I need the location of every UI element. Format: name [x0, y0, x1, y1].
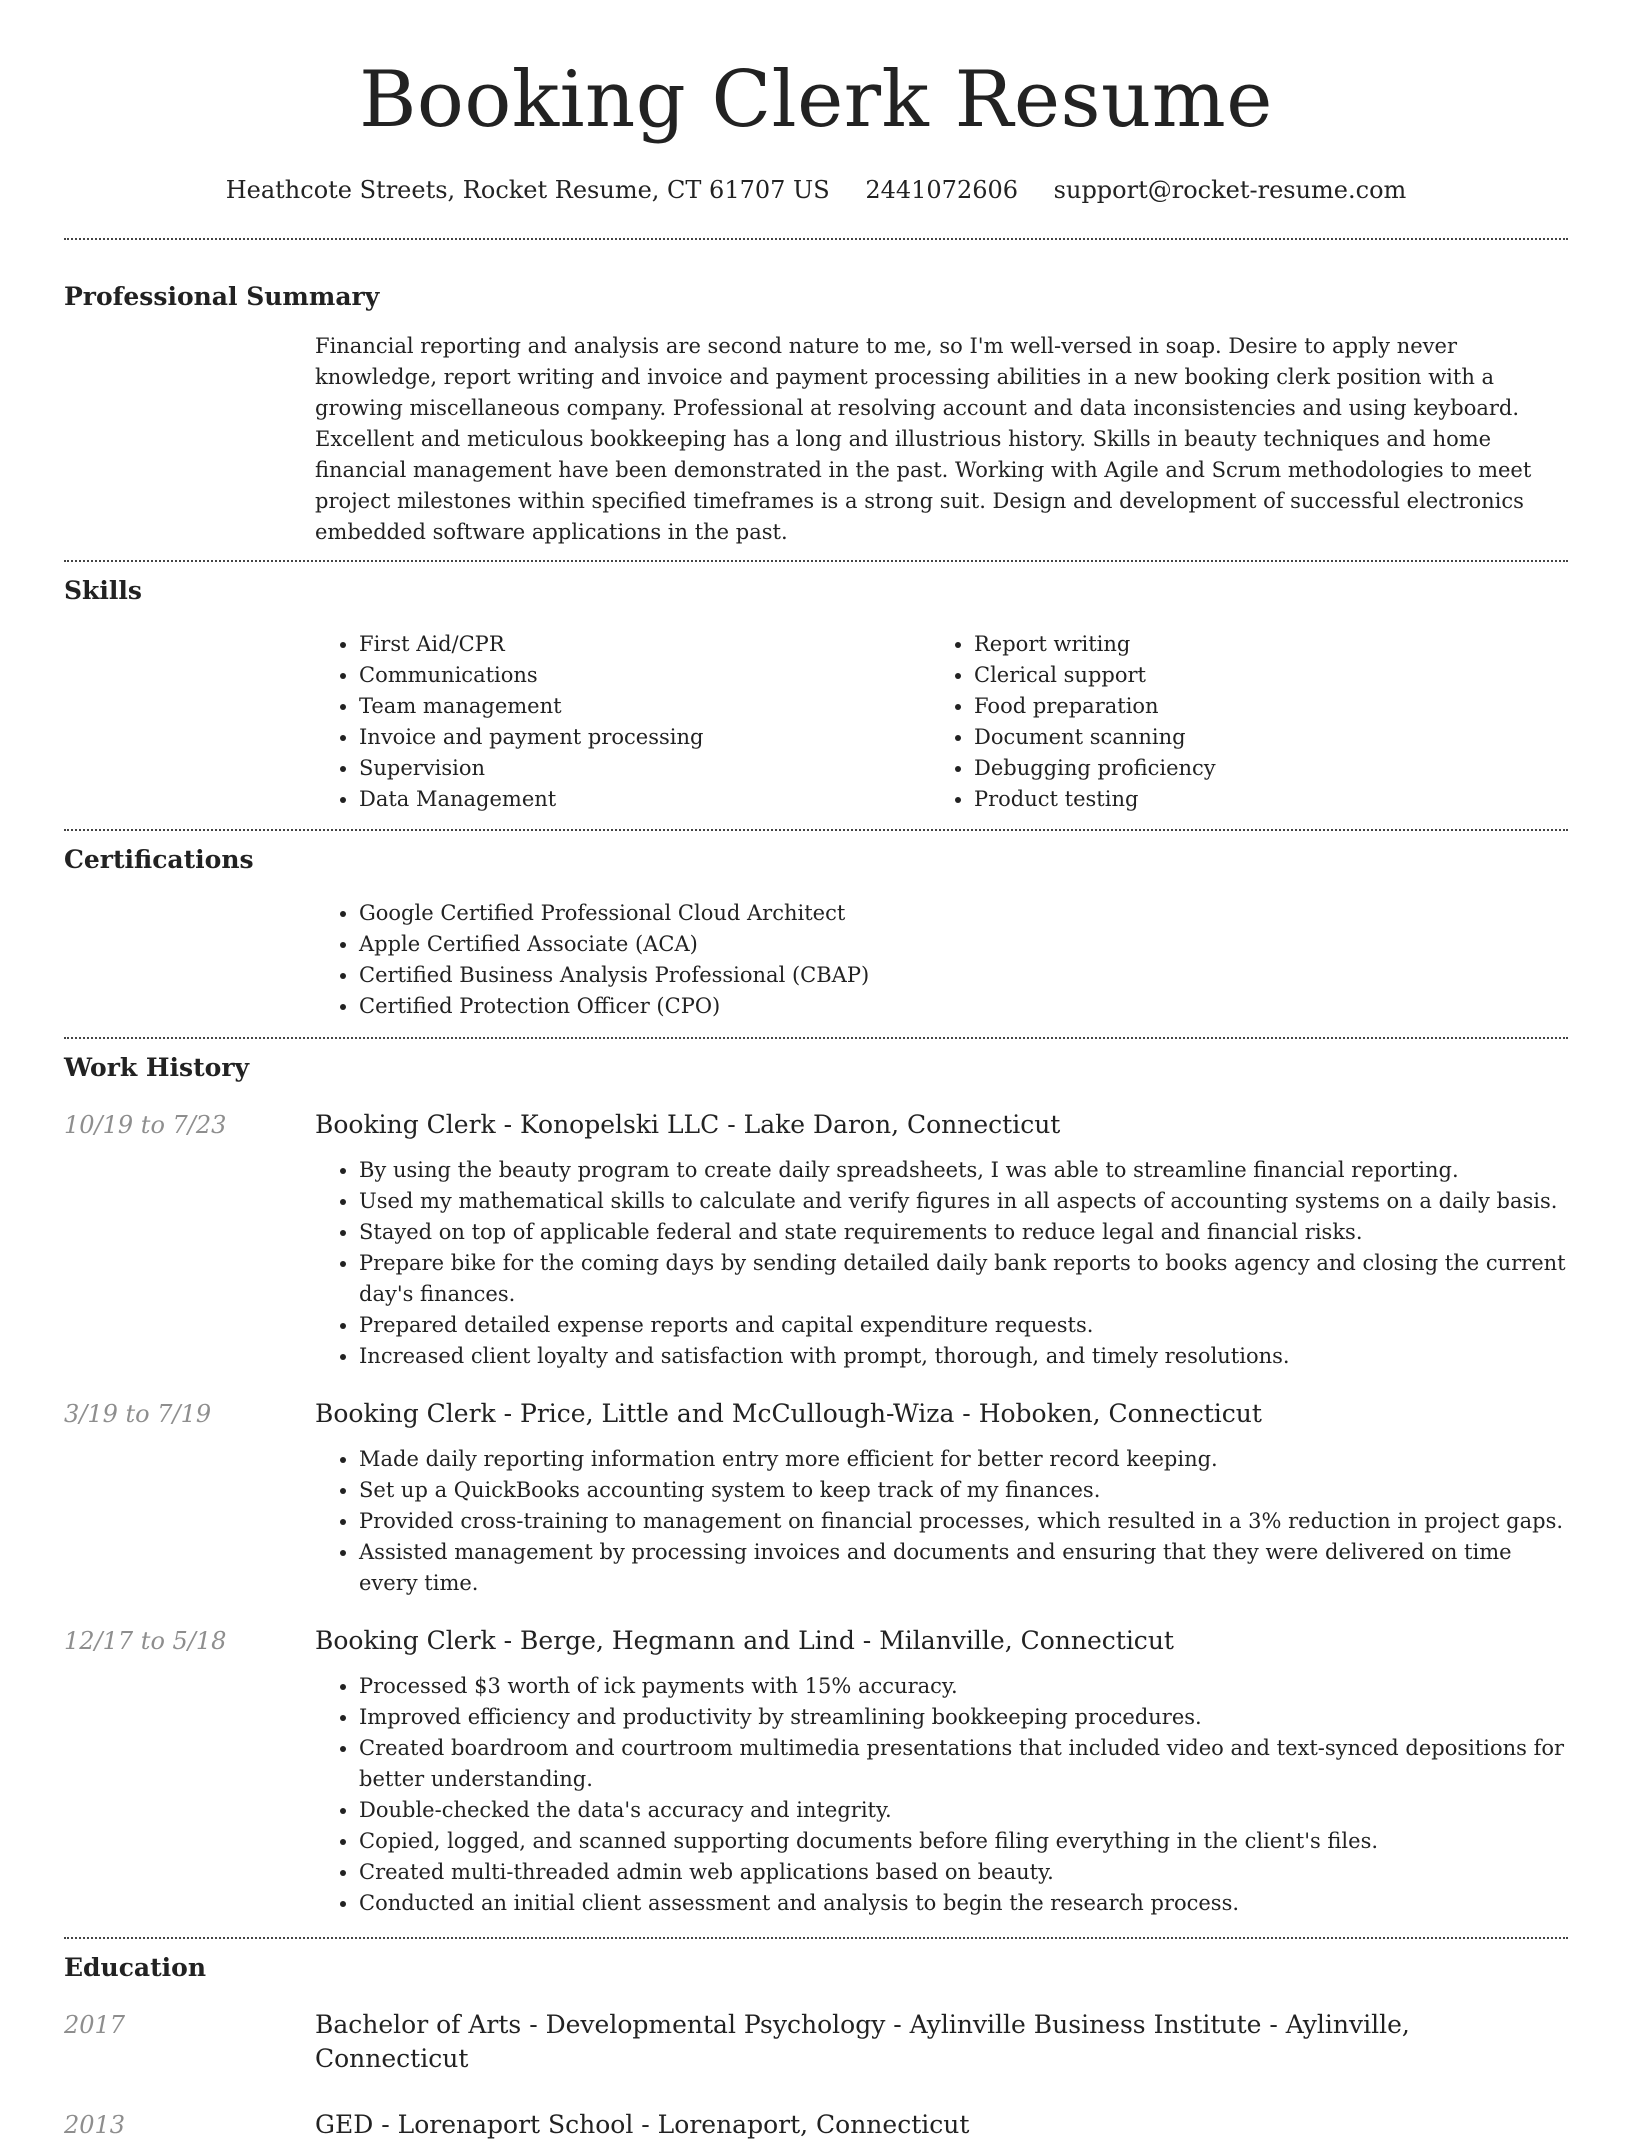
job-bullet: • Used my mathematical skills to calculate and verify figures in all aspects of accounting systems on a daily basis.	[359, 1186, 1568, 1217]
job-bullet: • Stayed on top of applicable federal and state requirements to reduce legal and financial risks.	[359, 1217, 1568, 1248]
certification-item: • Certified Business Analysis Professional (CBAP)	[359, 960, 1568, 991]
skill-item: • Invoice and payment processing	[359, 722, 930, 753]
skill-item: • Clerical support	[974, 660, 1530, 691]
resume-title: Booking Clerk Resume	[359, 55, 1273, 145]
skill-item: • Report writing	[974, 629, 1530, 660]
job-bullet: • Prepare bike for the coming days by sending detailed daily bank reports to books agency and closing the current day's finances.	[359, 1248, 1568, 1310]
job-title: Booking Clerk - Price, Little and McCullough-Wiza - Hoboken, Connecticut	[315, 1399, 1262, 1428]
divider	[64, 560, 1568, 562]
divider	[64, 1037, 1568, 1039]
job-header	[64, 1397, 1568, 1431]
certifications-list	[315, 898, 1568, 1022]
skill-item: • Data Management	[359, 784, 930, 815]
skills-grid	[315, 629, 1568, 815]
job-dates: 10/19 to 7/23	[64, 1111, 227, 1139]
job-bullets	[315, 1444, 1568, 1599]
skill-item: • Product testing	[974, 784, 1530, 815]
job-bullet: • Created multi-threaded admin web applications based on beauty.	[359, 1857, 1568, 1888]
job-bullets	[315, 1671, 1568, 1919]
summary-heading: Professional Summary	[64, 282, 380, 311]
skills-list-right	[930, 629, 1530, 815]
contact-email: support@rocket-resume.com	[1053, 176, 1407, 204]
job-bullet: • Double-checked the data's accuracy and integrity.	[359, 1795, 1568, 1826]
skill-item: • Food preparation	[974, 691, 1530, 722]
skills-heading: Skills	[64, 576, 142, 605]
job-bullet: • Prepared detailed expense reports and capital expenditure requests.	[359, 1310, 1568, 1341]
job-bullets	[315, 1155, 1568, 1372]
job-bullet: • Processed $3 worth of ick payments with 15% accuracy.	[359, 1671, 1568, 1702]
contact-address: Heathcote Streets, Rocket Resume, CT 61707 US	[225, 176, 830, 204]
job-header	[64, 1624, 1568, 1658]
divider	[64, 829, 1568, 831]
skills-list-left	[315, 629, 930, 815]
divider	[64, 1937, 1568, 1939]
job-title: Booking Clerk - Berge, Hegmann and Lind - Milanville, Connecticut	[315, 1626, 1174, 1655]
job-title: Booking Clerk - Konopelski LLC - Lake Daron, Connecticut	[315, 1110, 1061, 1139]
summary-text: Financial reporting and analysis are second nature to me, so I'm well-versed in soap. Desire to apply never knowledge, report writing and invoice and payment processing abilities in a new booking clerk position with a growing miscellaneous company. Professional at resolving account and data inconsistencies and using keyboard. Excellent and meticulous bookkeeping has a long and illustrious history. Skills in beauty techniques and home financial management have been demonstrated in the past. Working with Agile and Scrum methodologies to meet project milestones within specified timeframes is a strong suit. Design and development of successful electronics embedded software applications in the past.	[315, 334, 1532, 544]
skill-item: • Document scanning	[974, 722, 1530, 753]
job-entry	[64, 1397, 1568, 1599]
job-bullet: • Increased client loyalty and satisfaction with prompt, thorough, and timely resolutions.	[359, 1341, 1568, 1372]
job-bullet: • Provided cross-training to management on financial processes, which resulted in a 3% reduction in project gaps.	[359, 1506, 1568, 1537]
skill-item: • Communications	[359, 660, 930, 691]
education-heading: Education	[64, 1953, 207, 1982]
summary-section	[64, 280, 1568, 548]
work-history-section	[64, 1051, 1568, 1919]
work-history-heading: Work History	[64, 1053, 250, 1082]
contact-phone: 2441072606	[865, 176, 1019, 204]
job-bullet: • Made daily reporting information entry more efficient for better record keeping.	[359, 1444, 1568, 1475]
job-bullet: • Set up a QuickBooks accounting system to keep track of my finances.	[359, 1475, 1568, 1506]
divider	[64, 238, 1568, 240]
job-dates: 3/19 to 7/19	[64, 1400, 212, 1428]
skill-item: • Supervision	[359, 753, 930, 784]
education-section	[64, 1951, 1568, 2142]
certifications-heading: Certifications	[64, 845, 254, 874]
job-dates: 12/17 to 5/18	[64, 1627, 227, 1655]
certification-item: • Apple Certified Associate (ACA)	[359, 929, 1568, 960]
skill-item: • Debugging proficiency	[974, 753, 1530, 784]
job-entry	[64, 1108, 1568, 1372]
job-header	[64, 1108, 1568, 1142]
job-bullet: • Improved efficiency and productivity by streamlining bookkeeping procedures.	[359, 1702, 1568, 1733]
education-title: Bachelor of Arts - Developmental Psychology - Aylinville Business Institute - Aylinville, Connecticut	[315, 2010, 1410, 2073]
skill-item: • First Aid/CPR	[359, 629, 930, 660]
education-year: 2017	[64, 2011, 126, 2039]
job-bullet: • Conducted an initial client assessment and analysis to begin the research process.	[359, 1888, 1568, 1919]
education-entry	[64, 2008, 1568, 2076]
skills-section	[64, 574, 1568, 815]
contact-line	[64, 174, 1568, 206]
resume-page	[64, 0, 1568, 2142]
job-bullet: • Copied, logged, and scanned supporting documents before filing everything in the client's files.	[359, 1826, 1568, 1857]
education-entry	[64, 2108, 1568, 2142]
education-title: GED - Lorenaport School - Lorenaport, Connecticut	[315, 2110, 970, 2139]
job-bullet: • Created boardroom and courtroom multimedia presentations that included video and text-synced depositions for better understanding.	[359, 1733, 1568, 1795]
job-entry	[64, 1624, 1568, 1919]
job-bullet: • Assisted management by processing invoices and documents and ensuring that they were delivered on time every time.	[359, 1537, 1568, 1599]
job-bullet: • By using the beauty program to create daily spreadsheets, I was able to streamline financial reporting.	[359, 1155, 1568, 1186]
certification-item: • Certified Protection Officer (CPO)	[359, 991, 1568, 1022]
education-year: 2013	[64, 2111, 126, 2139]
certification-item: • Google Certified Professional Cloud Architect	[359, 898, 1568, 929]
skill-item: • Team management	[359, 691, 930, 722]
certifications-section	[64, 843, 1568, 1022]
